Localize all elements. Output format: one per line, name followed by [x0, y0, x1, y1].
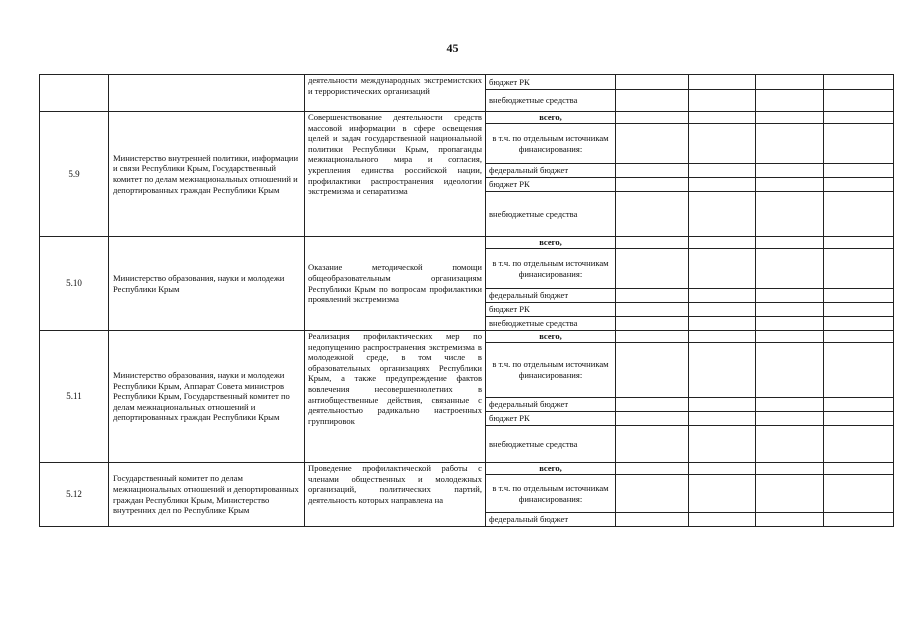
value-cell — [756, 317, 824, 331]
value-cell — [616, 317, 689, 331]
value-cell — [689, 237, 756, 249]
value-cell — [689, 412, 756, 426]
value-cell — [616, 343, 689, 398]
value-cell — [756, 178, 824, 192]
value-cell — [689, 475, 756, 513]
value-cell — [689, 192, 756, 237]
executor-cell — [109, 75, 305, 112]
description-cell: Проведение профилактической работы с членами общественных и молодежных организаций, политических партий, деятельность которых направлена на — [305, 463, 486, 527]
value-cell — [756, 513, 824, 527]
executor-cell: Государственный комитет по делам межнациональных отношений и депортированных граждан Республики Крым, Министерство внутренних дел по Республике Крым — [109, 463, 305, 527]
value-cell — [616, 331, 689, 343]
value-cell — [824, 192, 894, 237]
source-cell: в т.ч. по отдельным источникам финансирования: — [486, 249, 616, 289]
value-cell — [756, 475, 824, 513]
value-cell — [616, 237, 689, 249]
value-cell — [824, 289, 894, 303]
executor-cell: Министерство образования, науки и молодежи Республики Крым, Аппарат Совета министров Республики Крым, Государственный комитет по делам межнациональных отношений и депортированных граждан Республики Крым — [109, 331, 305, 463]
source-cell: бюджет РК — [486, 75, 616, 90]
source-cell: федеральный бюджет — [486, 289, 616, 303]
value-cell — [756, 75, 824, 90]
value-cell — [756, 398, 824, 412]
value-cell — [756, 289, 824, 303]
value-cell — [824, 303, 894, 317]
table-row — [40, 331, 894, 343]
executor-cell: Министерство внутренней политики, информации и связи Республики Крым, Государственный комитет по делам межнациональных отношений и депортированных граждан Республики Крым — [109, 112, 305, 237]
source-cell: внебюджетные средства — [486, 192, 616, 237]
value-cell — [824, 463, 894, 475]
value-cell — [616, 289, 689, 303]
value-cell — [689, 164, 756, 178]
value-cell — [824, 90, 894, 112]
table-row — [40, 112, 894, 124]
value-cell — [689, 317, 756, 331]
value-cell — [824, 178, 894, 192]
value-cell — [824, 343, 894, 398]
value-cell — [689, 331, 756, 343]
value-cell — [689, 124, 756, 164]
value-cell — [824, 475, 894, 513]
value-cell — [824, 237, 894, 249]
value-cell — [616, 463, 689, 475]
value-cell — [824, 331, 894, 343]
source-cell: федеральный бюджет — [486, 398, 616, 412]
value-cell — [756, 112, 824, 124]
value-cell — [689, 249, 756, 289]
description-cell: Оказание методической помощи общеобразовательным организациям Республики Крым по вопросам профилактики проявлений экстремизма — [305, 237, 486, 331]
value-cell — [616, 398, 689, 412]
value-cell — [756, 124, 824, 164]
table-row — [40, 237, 894, 249]
source-cell: всего, — [486, 463, 616, 475]
table-row — [40, 463, 894, 475]
description-cell: Реализация профилактических мер по недопущению распространения экстремизма в молодежной среде, в том числе в образовательных организациях Республики Крым, а также предупреждение фактов вовлечения несовершеннолетних в антиобщественные действия, связанные с деятельностью радикально настроенных группировок — [305, 331, 486, 463]
value-cell — [616, 475, 689, 513]
source-cell: внебюджетные средства — [486, 426, 616, 463]
value-cell — [756, 463, 824, 475]
financing-table — [39, 74, 894, 527]
value-cell — [616, 303, 689, 317]
value-cell — [689, 398, 756, 412]
source-cell: всего, — [486, 237, 616, 249]
source-cell: всего, — [486, 331, 616, 343]
source-cell: всего, — [486, 112, 616, 124]
value-cell — [756, 303, 824, 317]
source-cell: в т.ч. по отдельным источникам финансирования: — [486, 124, 616, 164]
row-number — [40, 75, 109, 112]
value-cell — [756, 426, 824, 463]
description-cell: Совершенствование деятельности средств массовой информации в сфере освещения целей и задач государственной национальной политики Республики Крым, пропаганды межнационального мира и согласия, укрепления единства российской нации, профилактики распространения идеологии экстремизма и сепаратизма — [305, 112, 486, 237]
value-cell — [689, 178, 756, 192]
value-cell — [689, 90, 756, 112]
value-cell — [689, 426, 756, 463]
value-cell — [824, 112, 894, 124]
value-cell — [616, 412, 689, 426]
value-cell — [689, 303, 756, 317]
value-cell — [756, 237, 824, 249]
value-cell — [756, 192, 824, 237]
value-cell — [616, 178, 689, 192]
value-cell — [756, 249, 824, 289]
value-cell — [824, 124, 894, 164]
value-cell — [824, 412, 894, 426]
value-cell — [616, 164, 689, 178]
row-number: 5.10 — [40, 237, 109, 331]
value-cell — [756, 331, 824, 343]
page-number: 45 — [446, 41, 459, 55]
source-cell: внебюджетные средства — [486, 317, 616, 331]
value-cell — [616, 513, 689, 527]
value-cell — [616, 426, 689, 463]
value-cell — [689, 289, 756, 303]
source-cell: бюджет РК — [486, 412, 616, 426]
value-cell — [756, 343, 824, 398]
source-cell: бюджет РК — [486, 303, 616, 317]
value-cell — [756, 164, 824, 178]
row-number: 5.11 — [40, 331, 109, 463]
value-cell — [689, 112, 756, 124]
row-number: 5.12 — [40, 463, 109, 527]
value-cell — [616, 124, 689, 164]
source-cell: федеральный бюджет — [486, 513, 616, 527]
value-cell — [689, 463, 756, 475]
table-row — [40, 75, 894, 90]
source-cell: бюджет РК — [486, 178, 616, 192]
value-cell — [689, 343, 756, 398]
value-cell — [756, 90, 824, 112]
source-cell: федеральный бюджет — [486, 164, 616, 178]
value-cell — [824, 164, 894, 178]
value-cell — [824, 75, 894, 90]
value-cell — [616, 90, 689, 112]
value-cell — [689, 513, 756, 527]
source-cell: в т.ч. по отдельным источникам финансирования: — [486, 343, 616, 398]
value-cell — [824, 513, 894, 527]
executor-cell: Министерство образования, науки и молодежи Республики Крым — [109, 237, 305, 331]
value-cell — [689, 75, 756, 90]
value-cell — [616, 112, 689, 124]
value-cell — [824, 426, 894, 463]
description-cell: деятельности международных экстремистских и террористических организаций — [305, 75, 486, 112]
value-cell — [824, 398, 894, 412]
row-number: 5.9 — [40, 112, 109, 237]
value-cell — [824, 249, 894, 289]
value-cell — [756, 412, 824, 426]
source-cell: внебюджетные средства — [486, 90, 616, 112]
value-cell — [616, 249, 689, 289]
value-cell — [616, 192, 689, 237]
value-cell — [824, 317, 894, 331]
value-cell — [616, 75, 689, 90]
source-cell: в т.ч. по отдельным источникам финансирования: — [486, 475, 616, 513]
